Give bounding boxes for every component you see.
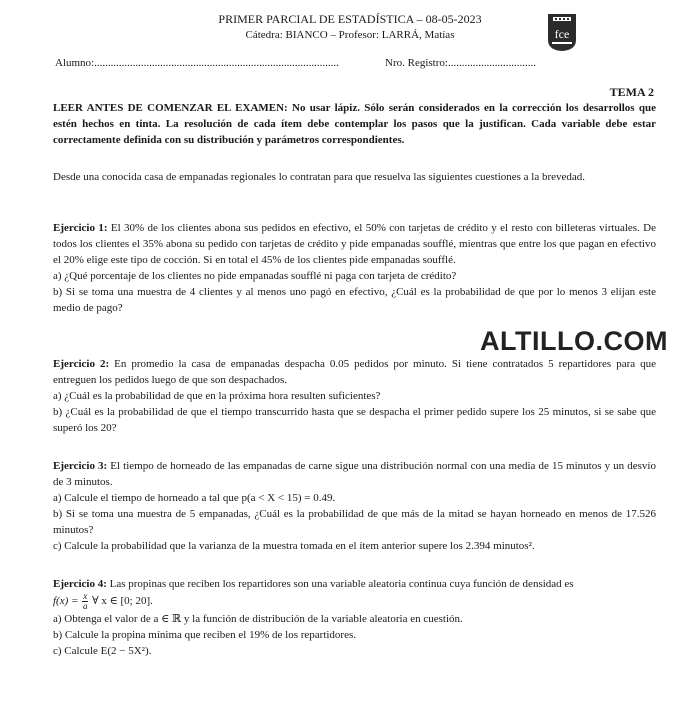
exercise-statement: El tiempo de horneado de las empanadas de carne sigue una distribución normal con una media de 15 minutos y un desvío de 3 minutos. xyxy=(53,460,656,488)
exercise-statement: El 30% de los clientes abona sus pedidos en efectivo, el 50% con tarjetas de crédito y el resto con billeteras virtuales. De todos los clientes el 35% abona su pedido con tarjetas de crédito y pide empanadas soufflé, mientras que entre los que pagan en efectivo el 20% elige este tipo de cocción. Si en total el 45% de los clientes pide empanadas soufflé. xyxy=(53,222,656,266)
density-fraction xyxy=(82,592,88,611)
exercise-item: a) ¿Qué porcentaje de los clientes no pide empanadas soufflé ni paga con tarjeta de crédito? xyxy=(53,270,457,282)
exercise-title: Ejercicio 2: xyxy=(53,358,110,370)
exam-subtitle: Cátedra: BIANCO – Profesor: LARRÁ, Matías xyxy=(245,29,455,41)
exercise-2 xyxy=(53,356,656,436)
exercise-item: b) Si se toma una muestra de 5 empanadas, ¿Cuál es la probabilidad de que más de la mitad se hayan horneado en menos de 17.526 minutos? xyxy=(53,508,656,536)
density-function xyxy=(53,592,656,611)
exercise-item: b) Calcule la propina mínima que reciben el 19% de los repartidores. xyxy=(53,629,357,641)
logo-text: fce xyxy=(554,27,570,41)
exercise-item: c) Calcule E(2 − 5X²). xyxy=(53,645,152,657)
exercise-statement: Las propinas que reciben los repartidores son una variable aleatoria continua cuya función de densidad es xyxy=(106,578,574,590)
density-numerator: x xyxy=(83,591,88,601)
exercise-4 xyxy=(53,576,656,659)
instructions xyxy=(53,100,656,148)
exercise-title: Ejercicio 1: xyxy=(53,222,108,234)
exercise-item: b) ¿Cuál es la probabilidad de que el tiempo transcurrido hasta que se despacha el primer pedido supere los 25 minutos, si se sabe que superó los 20? xyxy=(53,406,656,434)
university-logo xyxy=(546,12,578,52)
exercise-item: a) ¿Cuál es la probabilidad de que en la próxima hora resulten suficientes? xyxy=(53,390,381,402)
exercise-statement: En promedio la casa de empanadas despacha 0.05 pedidos por minuto. Si tiene contratados 5 repartidores para que entreguen los pedidos luego de que son despachados. xyxy=(53,358,656,386)
exam-title: PRIMER PARCIAL DE ESTADÍSTICA – 08-05-2023 xyxy=(218,12,482,26)
density-lhs: f(x) = xyxy=(53,595,79,608)
instructions-lead: LEER ANTES DE COMENZAR EL EXAMEN: xyxy=(53,102,288,114)
intro-paragraph: Desde una conocida casa de empanadas regionales lo contratan para que resuelva las siguientes cuestiones a la brevedad. xyxy=(53,171,586,183)
exercise-1 xyxy=(53,220,656,316)
exercise-item: a) Obtenga el valor de a ∈ ℝ y la función de distribución de la variable aleatoria en cuestión. xyxy=(53,613,463,625)
exercise-item: a) Calcule el tiempo de horneado a tal que p(a < X < 15) = 0.49. xyxy=(53,492,336,504)
exercise-3 xyxy=(53,458,656,554)
registration-number-line: Nro. Registro:................................ xyxy=(385,57,536,69)
exercise-item: c) Calcule la probabilidad que la varianza de la muestra tomada en el ítem anterior supere los 2.394 minutos². xyxy=(53,540,535,552)
exam-version: TEMA 2 xyxy=(609,85,654,99)
exercise-item: b) Si se toma una muestra de 4 clientes y al menos uno pagó en efectivo, ¿Cuál es la probabilidad de que por lo menos 3 elijan este medio de pago? xyxy=(53,286,656,314)
exercise-title: Ejercicio 4: xyxy=(53,578,107,590)
density-denominator: a xyxy=(82,601,88,611)
density-domain: ∀ x ∈ [0; 20]. xyxy=(89,595,153,608)
exam-header xyxy=(0,12,700,42)
watermark: ALTILLO.COM xyxy=(480,326,668,356)
exercise-title: Ejercicio 3: xyxy=(53,460,108,472)
instructions-text: No usar lápiz. Sólo serán considerados en la corrección los desarrollos que estén hechos en tinta. La resolución de cada ítem debe contemplar los pasos que la justifican. Cada variable debe estar correctamente definida con su distribución y parámetros correspondientes. xyxy=(53,102,656,146)
student-name-line: Alumno:......................................................................................... xyxy=(55,57,339,69)
